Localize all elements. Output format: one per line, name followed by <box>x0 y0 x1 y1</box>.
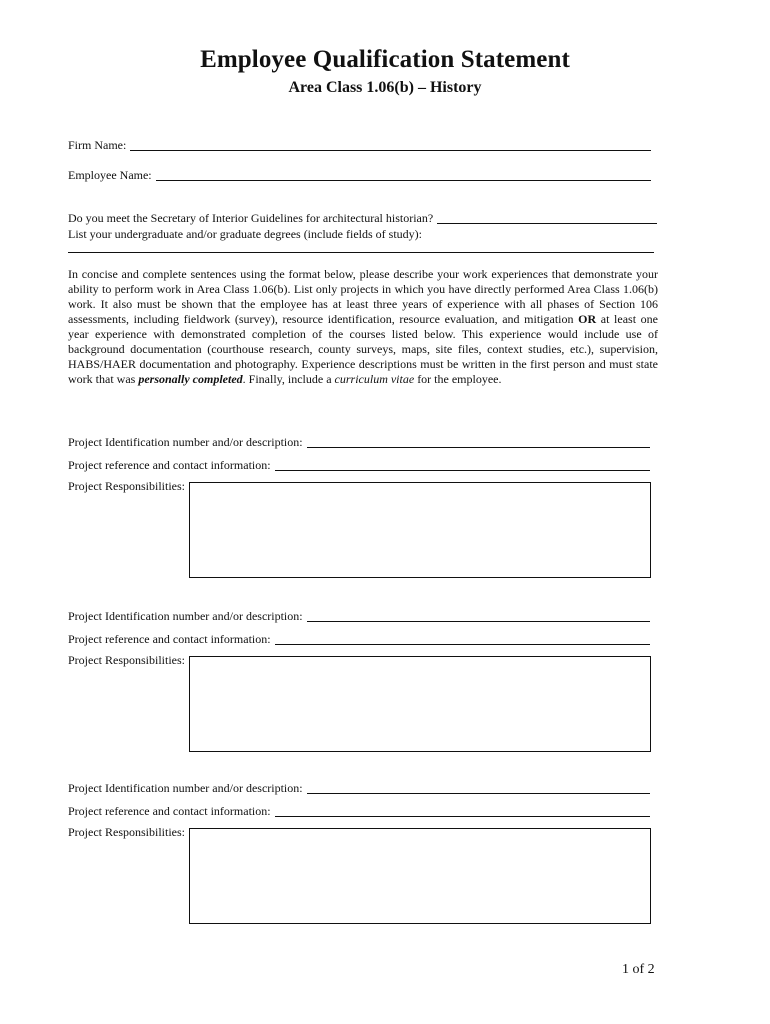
secretary-guidelines-question: Do you meet the Secretary of Interior Guidelines for architectural historian? <box>68 211 434 225</box>
project-1-reference-field[interactable] <box>275 459 650 471</box>
degrees-field[interactable] <box>68 252 654 253</box>
project-1-reference-row <box>68 455 650 472</box>
project-2-reference-label: Project reference and contact information: <box>68 632 271 646</box>
project-2-responsibilities-box[interactable] <box>189 656 651 752</box>
page-title: Employee Qualification Statement <box>200 46 570 73</box>
project-1-id-field[interactable] <box>307 436 650 448</box>
project-2-id-label: Project Identification number and/or description: <box>68 609 303 623</box>
degrees-label: List your undergraduate and/or graduate degrees (include fields of study): <box>68 227 422 241</box>
project-3-responsibilities-box[interactable] <box>189 828 651 924</box>
project-3-id-field[interactable] <box>307 782 650 794</box>
instructions-text-1: In concise and complete sentences using the format below, please describe your work experiences that demonstrate your ability to perform work in Area Class 1.06(b). List only projects in which you have directly performed Area Class 1.06(b) work. It also must be shown that the employee has at least three years of experience with all phases of Section 106 assessments, including fieldwork (survey), resource identification, resource evaluation, and mitigation <box>68 267 658 326</box>
project-3-responsibilities-label: Project Responsibilities: <box>68 825 185 839</box>
instructions-paragraph <box>68 267 658 387</box>
firm-name-row <box>68 135 651 152</box>
project-2-reference-field[interactable] <box>275 633 650 645</box>
project-1-id-label: Project Identification number and/or description: <box>68 435 303 449</box>
project-1-responsibilities-label: Project Responsibilities: <box>68 479 185 493</box>
instructions-text-3: . Finally, include a <box>242 372 335 386</box>
instructions-curriculum-vitae: curriculum vitae <box>334 372 415 386</box>
project-3-id-row <box>68 778 650 795</box>
project-2-reference-row <box>68 629 650 646</box>
degrees-row <box>68 224 657 241</box>
project-3-reference-row <box>68 801 650 818</box>
project-3-id-label: Project Identification number and/or description: <box>68 781 303 795</box>
secretary-guidelines-field[interactable] <box>437 212 657 224</box>
instructions-text-2: at least one year experience with demonstrated completion of the courses listed below. This experience would include use of background documentation (courthouse research, county surveys, maps, site files, context studies, etc.), supervision, HABS/HAER documentation and photography. Experience descriptions must be written in the first person and must state work that was <box>68 312 658 386</box>
firm-name-field[interactable] <box>130 139 651 151</box>
firm-name-label: Firm Name: <box>68 138 127 152</box>
project-2-responsibilities-label: Project Responsibilities: <box>68 653 185 667</box>
secretary-guidelines-row <box>68 208 657 225</box>
project-2-id-field[interactable] <box>307 610 650 622</box>
instructions-personally-completed: personally completed <box>138 372 243 386</box>
project-2-id-row <box>68 606 650 623</box>
page-number: 1 of 2 <box>622 962 655 977</box>
project-1-reference-label: Project reference and contact information: <box>68 458 271 472</box>
project-1-id-row <box>68 432 650 449</box>
instructions-or: OR <box>578 312 597 326</box>
employee-name-label: Employee Name: <box>68 168 152 182</box>
employee-name-field[interactable] <box>156 169 651 181</box>
project-3-reference-field[interactable] <box>275 805 650 817</box>
page-subtitle: Area Class 1.06(b) – History <box>288 79 482 96</box>
project-3-reference-label: Project reference and contact information: <box>68 804 271 818</box>
instructions-text-4: for the employee. <box>414 372 502 386</box>
project-1-responsibilities-box[interactable] <box>189 482 651 578</box>
employee-name-row <box>68 165 651 182</box>
